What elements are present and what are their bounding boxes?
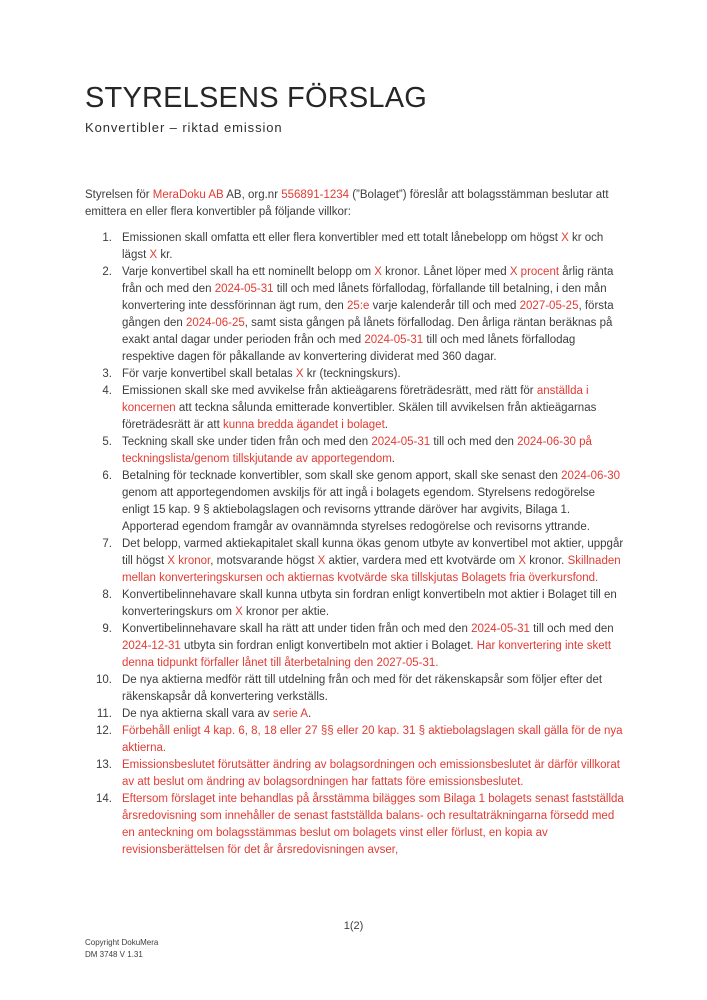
- red-text-segment: X kronor: [167, 555, 211, 567]
- red-text-segment: serie A: [272, 708, 309, 720]
- list-item: [85, 468, 625, 536]
- red-text-segment: X: [295, 368, 304, 380]
- red-text-segment: 2024-05-31: [214, 283, 274, 295]
- list-item-text: [122, 623, 614, 669]
- list-item-text: [122, 470, 620, 533]
- red-text-segment: Skillnaden mellan konverteringskursen och aktiernas kvotvärde ska tillskjutas Bolagets fria överkursfond.: [122, 555, 621, 584]
- list-item-text: [122, 708, 311, 720]
- text-segment: Emissionen skall ske med avvikelse från aktieägarens företrädesrätt, med rätt för: [122, 385, 537, 397]
- list-item: [85, 587, 625, 621]
- red-text-segment: anställda i koncernen: [122, 385, 589, 414]
- red-text-segment: 2024-05-31: [471, 623, 530, 635]
- list-item-number: 11.: [96, 708, 112, 720]
- list-item-number: 13.: [96, 759, 112, 771]
- list-item-number: 9.: [102, 623, 112, 635]
- red-text-segment: X: [235, 606, 243, 618]
- text-segment: genom att apportegendomen avskiljs för att ingå i bolagets egendom. Styrelsens redogörelse enligt 15 kap. 9 § aktiebolagslagen och revisorns yttrande däröver har avgivits, Bilaga 1. Apporterad egendom framgår av ovannämnda styrelses redogörelse och revisorns yttrande.: [122, 487, 596, 533]
- text-segment: Konvertibelinnehavare skall ha rätt att under tiden från och med den: [122, 623, 472, 635]
- red-text-segment: 2024-06-30 på teckningslista/genom tillskjutande av apportegendom: [122, 436, 592, 465]
- list-item: [85, 672, 625, 706]
- text-segment: kr (teckningskurs).: [303, 368, 401, 380]
- red-text-segment: 2024-05-31: [364, 334, 424, 346]
- list-item-text: [122, 674, 602, 703]
- red-text-segment: X: [317, 555, 326, 567]
- list-item-number: 10.: [96, 674, 112, 686]
- text-segment: kronor per aktie.: [242, 606, 330, 618]
- list-item-number: 8.: [102, 589, 112, 601]
- list-item-text: [122, 368, 401, 380]
- list-item: [85, 383, 625, 434]
- list-item: [85, 230, 625, 264]
- list-item: [85, 434, 625, 468]
- list-item-number: 4.: [102, 385, 112, 397]
- text-segment: till och med den: [430, 436, 518, 448]
- list-item: [85, 536, 625, 587]
- list-item: [85, 366, 625, 383]
- text-segment: till och med lånets förfallodag, förfallande till betalning, i den mån konvertering inte dessförinnan ägt rum, den: [122, 283, 607, 312]
- text-segment: Teckning skall ske under tiden från och med den: [122, 436, 372, 448]
- list-item-number: 14.: [96, 793, 112, 805]
- list-item-number: 6.: [102, 470, 112, 482]
- list-item: [85, 264, 625, 366]
- list-item-number: 2.: [102, 266, 112, 278]
- red-text-segment: 25:e: [347, 300, 370, 312]
- list-item-number: 7.: [102, 538, 112, 550]
- red-text-segment: 2027-05-25: [519, 300, 579, 312]
- text-segment: , första gången den: [122, 300, 614, 329]
- text-segment: Emissionen skall omfatta ett eller flera konvertibler med ett totalt lånebelopp om högst: [122, 232, 562, 244]
- text-segment: kronor.: [526, 555, 568, 567]
- text-segment: .: [384, 419, 388, 431]
- list-item-text: [122, 232, 603, 261]
- text-segment: Varje konvertibel skall ha ett nominellt belopp om: [122, 266, 375, 278]
- list-item: [85, 757, 625, 791]
- red-text-segment: X: [518, 555, 526, 567]
- list-item-number: 12.: [96, 725, 112, 737]
- list-item-text: [122, 759, 620, 788]
- list-item-text: [122, 589, 617, 618]
- red-text-segment: X: [149, 249, 158, 261]
- red-text-segment: X: [561, 232, 569, 244]
- text-segment: kronor. Lånet löper med: [381, 266, 510, 278]
- red-text-segment: Har konvertering inte skett denna tidpunkt förfaller lånet till återbetalning den 2027-05-31.: [122, 640, 612, 669]
- text-segment: .: [308, 708, 312, 720]
- list-item: [85, 706, 625, 723]
- text-segment: kr.: [157, 249, 173, 261]
- page-number: 1(2): [343, 920, 364, 932]
- list-item-number: 1.: [102, 232, 112, 244]
- text-segment: aktier, vardera med ett kvotvärde om: [325, 555, 519, 567]
- red-text-segment: Emissionsbeslutet förutsätter ändring av bolagsordningen och emissionsbeslutet är därför villkorat av att beslut om ändring av bolagsordningen har fattats före emissionsbeslutet.: [122, 759, 620, 788]
- red-text-segment: 2024-12-31: [122, 640, 181, 652]
- text-segment: till och med den: [529, 623, 614, 635]
- red-text-segment: MeraDoku AB: [152, 189, 224, 201]
- text-segment: AB, org.nr: [223, 189, 282, 201]
- red-text-segment: Eftersom förslaget inte behandlas på årsstämma bilägges som Bilaga 1 bolagets senast fastställda årsredovisning som innehåller de senast fastställda balans- och resultaträkningarna försedd med en anteckning om bolagsstämmas beslut om bolagets vinst eller förlust, en kopia av revisionsberättelsen för det år årsredovisningen avser,: [122, 793, 624, 856]
- list-item: [85, 791, 625, 859]
- text-segment: (”Bolaget”) föreslår att bolagsstämman beslutar att emittera en eller flera konvertibler på följande villkor:: [85, 189, 609, 218]
- text-segment: till och med lånets förfallodag respektive dagen för påkallande av konvertering dividerat med 360 dagar.: [122, 334, 576, 363]
- list-item-text: [122, 385, 596, 431]
- list-item: [85, 723, 625, 757]
- red-text-segment: 2024-06-25: [185, 317, 245, 329]
- list-item-text: [122, 538, 623, 584]
- list-item-text: [122, 266, 614, 363]
- red-text-segment: 556891-1234: [281, 189, 350, 201]
- terms-list: [85, 230, 625, 859]
- text-segment: De nya aktierna medför rätt till utdelning från och med för det räkenskapsår som följer efter det räkenskapsår då konvertering verkställs.: [122, 674, 603, 703]
- list-item-text: [122, 725, 623, 754]
- text-segment: .: [391, 453, 395, 465]
- red-text-segment: X procent: [509, 266, 560, 278]
- text-segment: årlig ränta från och med den: [122, 266, 614, 295]
- text-segment: Det belopp, varmed aktiekapitalet skall kunna ökas genom utbyte av konvertibel mot aktier, uppgår till högst: [122, 538, 624, 567]
- red-text-segment: 2024-06-30: [561, 470, 620, 482]
- red-text-segment: Förbehåll enligt 4 kap. 6, 8, 18 eller 27 §§ eller 20 kap. 31 § aktiebolagslagen skall gälla för de nya aktierna.: [122, 725, 623, 754]
- text-segment: , motsvarande högst: [210, 555, 318, 567]
- document-subtitle: Konvertibler – riktad emission: [85, 120, 283, 135]
- list-item: [85, 621, 625, 672]
- list-item-number: 3.: [102, 368, 112, 380]
- text-segment: De nya aktierna skall vara av: [122, 708, 273, 720]
- list-item-number: 5.: [102, 436, 112, 448]
- text-segment: Styrelsen för: [85, 189, 153, 201]
- list-item-text: [122, 436, 592, 465]
- footer-version: DM 3748 V 1.31: [85, 949, 143, 959]
- text-segment: kr och lägst: [122, 232, 604, 261]
- text-segment: Konvertibelinnehavare skall kunna utbyta sin fordran enligt konvertibeln mot aktier i Bolaget till en konverteringskurs om: [122, 589, 617, 618]
- text-segment: Betalning för tecknade konvertibler, som skall ske genom apport, skall ske senast den: [122, 470, 562, 482]
- document-title: STYRELSENS FÖRSLAG: [85, 82, 428, 114]
- text-segment: För varje konvertibel skall betalas: [122, 368, 296, 380]
- document-footer: [85, 937, 158, 960]
- list-item-text: [122, 793, 624, 856]
- red-text-segment: kunna bredda ägandet i bolaget: [223, 419, 385, 431]
- intro-paragraph: [85, 187, 625, 221]
- text-segment: , samt sista gången på lånets förfallodag. Den årliga räntan beräknas på exakt antal dagar under perioden från och med: [122, 317, 613, 346]
- footer-copyright: Copyright DokuMera: [85, 938, 159, 947]
- text-segment: utbyta sin fordran enligt konvertibeln mot aktier i Bolaget.: [180, 640, 477, 652]
- red-text-segment: 2024-05-31: [371, 436, 431, 448]
- text-segment: att teckna sålunda emitterade konvertibler. Skälen till avvikelsen från aktieägarnas företrädesrätt är att: [122, 402, 597, 431]
- red-text-segment: X: [374, 266, 382, 278]
- text-segment: varje kalenderår till och med: [369, 300, 520, 312]
